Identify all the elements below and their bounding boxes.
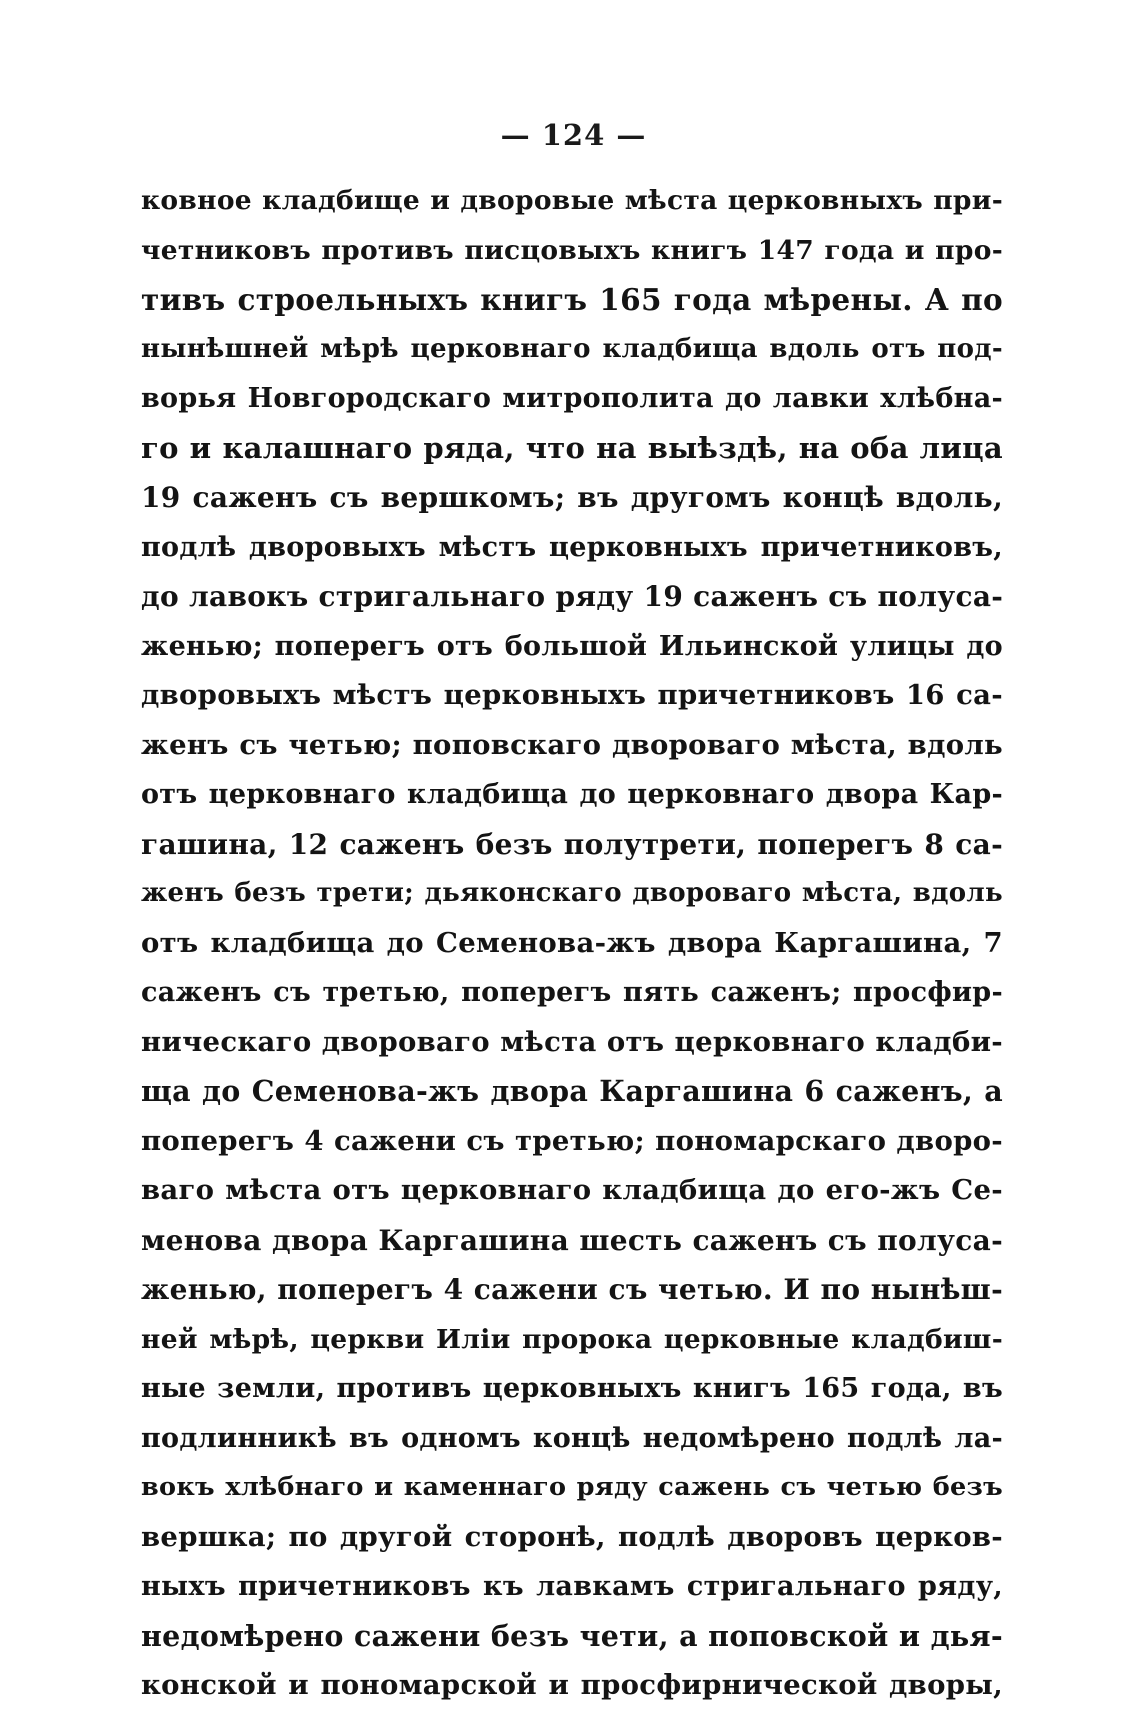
- text-line: ническаго двороваго мѣста отъ церковнаго кладби-: [141, 1025, 1003, 1058]
- text-line: ковное кладбище и дворовые мѣста церковныхъ при-: [141, 185, 1003, 216]
- text-line: женъ безъ трети; дьяконскаго двороваго мѣста, вдоль: [141, 878, 1003, 908]
- text-line: тивъ строельныхъ книгъ 165 года мѣрены. А по: [141, 282, 1003, 317]
- text-line: ные земли, противъ церковныхъ книгъ 165 года, въ: [141, 1373, 1003, 1404]
- text-line: подлѣ дворовыхъ мѣстъ церковныхъ причетниковъ,: [141, 531, 1003, 563]
- text-line: саженъ съ третью, поперегъ пять саженъ; просфир-: [141, 977, 1003, 1008]
- text-line: го и калашнаго ряда, что на выѣздѣ, на оба лица: [141, 430, 1003, 465]
- text-line: вершка; по другой сторонѣ, подлѣ дворовъ церков-: [141, 1520, 1003, 1553]
- text-line: 19 саженъ съ вершкомъ; въ другомъ концѣ вдоль,: [141, 481, 1003, 514]
- text-line: ней мѣрѣ, церкви Иліи пророка церковные кладбиш-: [141, 1323, 1003, 1355]
- text-line: ныхъ причетниковъ къ лавкамъ стригальнаго ряду,: [141, 1571, 1003, 1602]
- text-line: ща до Семенова-жъ двора Каргашина 6 саженъ, а: [141, 1074, 1003, 1108]
- text-line: женъ съ четью; поповскаго двороваго мѣста, вдоль: [141, 728, 1003, 761]
- text-line: дворовыхъ мѣстъ церковныхъ причетниковъ 16 са-: [141, 679, 1003, 711]
- text-line: ворья Новгородскаго митрополита до лавки хлѣбна-: [141, 383, 1003, 414]
- text-line: менова двора Каргашина шесть саженъ съ полуса-: [141, 1223, 1003, 1257]
- text-line: женью, поперегъ 4 сажени съ четью. И по нынѣш-: [141, 1273, 1003, 1306]
- text-line: поперегъ 4 сажени съ третью; пономарскаго дворо-: [141, 1124, 1003, 1157]
- text-line: отъ церковнаго кладбища до церковнаго двора Кар-: [141, 779, 1003, 810]
- body-text: [141, 176, 1003, 1711]
- text-line: ваго мѣста отъ церковнаго кладбища до его-жъ Се-: [141, 1174, 1003, 1206]
- text-line: отъ кладбища до Семенова-жъ двора Каргашина, 7: [141, 926, 1003, 959]
- text-line: женью; поперегъ отъ большой Ильинской улицы до: [141, 630, 1003, 662]
- text-line: нынѣшней мѣрѣ церковнаго кладбища вдоль отъ под-: [141, 333, 1003, 364]
- text-line: гашина, 12 саженъ безъ полутрети, поперегъ 8 са-: [141, 827, 1003, 861]
- text-line: конской и пономарской и просфирнической дворы,: [141, 1669, 1003, 1701]
- text-line: четниковъ противъ писцовыхъ книгъ 147 года и про-: [141, 234, 1003, 266]
- page-number: — 124 —: [500, 118, 647, 152]
- text-line: недомѣрено сажени безъ чети, а поповской и дья-: [141, 1618, 1003, 1653]
- text-line: вокъ хлѣбнаго и каменнаго ряду сажень съ четью безъ: [141, 1472, 1003, 1502]
- text-line: подлинникѣ въ одномъ концѣ недомѣрено подлѣ ла-: [141, 1422, 1003, 1454]
- text-line: до лавокъ стригальнаго ряду 19 саженъ съ полуса-: [141, 580, 1004, 613]
